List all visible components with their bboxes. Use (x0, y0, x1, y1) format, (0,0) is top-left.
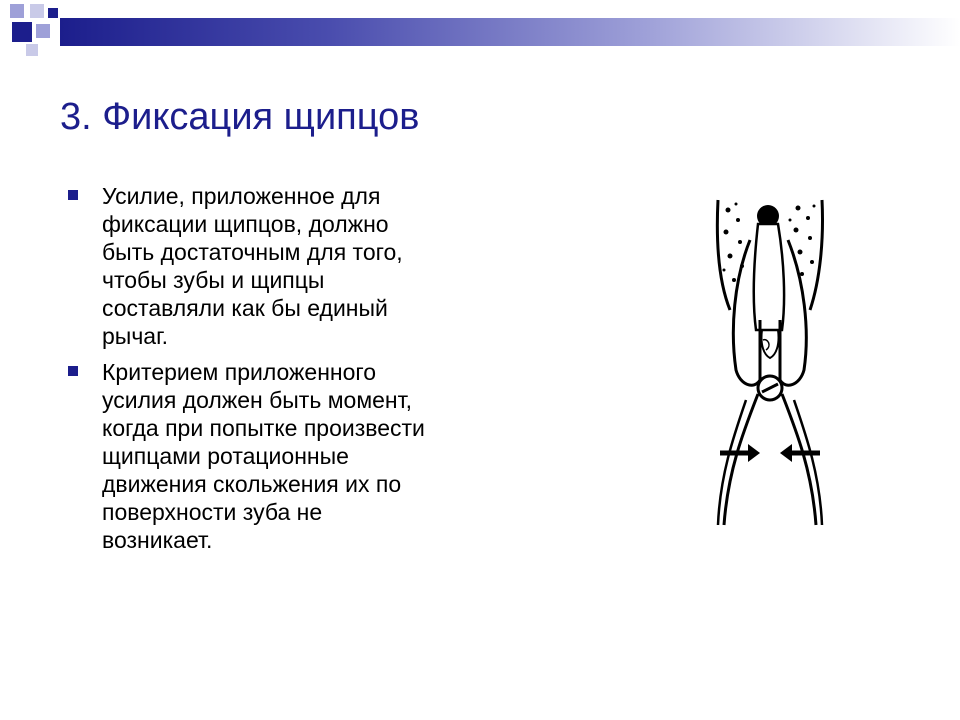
square-bullet-icon (68, 190, 78, 200)
bullet-text: Критерием приложенного усилия должен быть момент, когда при попытке произвести щипцами ротационные движения скольжения их по поверхности зуба не возникает. (102, 359, 425, 553)
decor-square (48, 8, 58, 18)
header-decoration (0, 0, 960, 60)
slide-title: 3. Фиксация щипцов (60, 96, 420, 138)
decor-square (36, 24, 50, 38)
forceps-illustration (700, 180, 840, 530)
square-bullet-icon (68, 366, 78, 376)
bullet-item (66, 358, 566, 554)
decor-square (10, 4, 24, 18)
decor-square (26, 44, 38, 56)
forceps-tooth-drawing (700, 180, 840, 530)
bullet-list (66, 182, 566, 562)
decor-square (12, 22, 32, 42)
header-gradient-bar (60, 18, 960, 46)
bullet-item (66, 182, 566, 350)
bullet-text: Усилие, приложенное для фиксации щипцов, должно быть достаточным для того, чтобы зубы и щипцы составляли как бы единый рычаг. (102, 183, 403, 349)
decor-square (30, 4, 44, 18)
